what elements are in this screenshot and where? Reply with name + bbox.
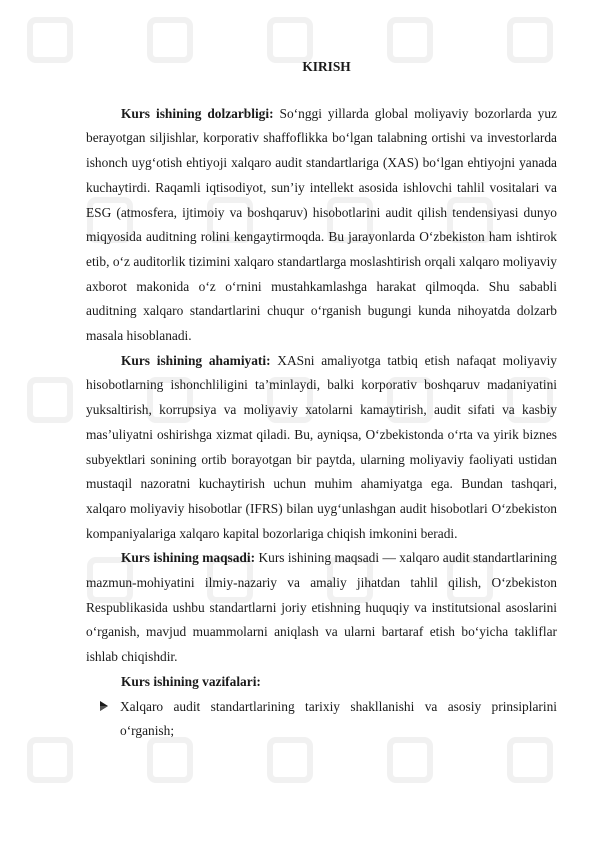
page-title: KIRISH	[302, 59, 351, 74]
list-item-text: Xalqaro audit standartlarining tarixiy shakllanishi va asosiy prinsiplarini o‘rganish;	[120, 698, 557, 739]
arrow-bullet-icon	[99, 695, 109, 720]
paragraph-text: XASni amaliyotga tatbiq etish nafaqat moliyaviy hisobotlarning ishonchliligini ta’minlaydi, balki korporativ boshqaruv madaniyatini yuksaltirish, korrupsiya va moliyaviy xatolarni kamaytirish, audit sifati va kasbiy mas’uliyatni oshirishga xizmat qiladi. Bu, ayniqsa, O‘zbekistonda o‘rta va yirik biznes subyektlari sonining ortib borayotgan bir paytda, ularning moliyaviy faoliyati ustidan mustaqil nazoratni kuchaytirish uchun muhim ahamiyatga ega. Bundan tashqari, xalqaro moliyaviy hisobotlar (IFRS) bilan uyg‘unlashgan audit hisobotlari O‘zbekiston kompaniyalariga xalqaro kapital bozorlariga chiqish imkonini beradi.	[86, 352, 557, 541]
paragraph-importance	[86, 349, 557, 547]
paragraph-text: So‘nggi yillarda global moliyaviy bozorlarda yuz berayotgan siljishlar, korporativ shaffoflikka bo‘lgan talabning ortishi va investorlarda ishonch uyg‘otish ehtiyoji xalqaro audit standartlariga (XAS) bo‘lgan ehtiyojni yanada kuchaytirdi. Raqamli iqtisodiyot, sun’iy intellekt asosida ishlovchi tahlil vositalari va ESG (atmosfera, ijtimoiy va boshqaruv) hisobotlarini audit qilish tendensiyasi dunyo miqyosida auditning rolini kengaytirmoqda. Bu jarayonlarda O‘zbekiston ham ishtirok etib, o‘z auditorlik tizimini xalqaro standartlarga moslashtirish orqali xalqaro moliyaviy axborot makonida o‘z o‘rnini mustahkamlashga harakat qilmoqda. Shu sababli auditning xalqaro standartlarini chuqur o‘rganish bugungi kunda nihoyatda dolzarb masala hisoblanadi.	[86, 105, 557, 344]
tasks-list	[86, 695, 557, 744]
document-page	[86, 55, 557, 744]
tasks-heading: Kurs ishining vazifalari:	[121, 673, 261, 689]
paragraph-lead: Kurs ishining ahamiyati:	[121, 352, 271, 368]
paragraph-lead: Kurs ishining maqsadi:	[121, 550, 256, 566]
paragraph-text: Kurs ishining maqsadi — xalqaro audit standartlarining mazmun-mohiyatini ilmiy-nazariy va amaliy jihatdan tahlil qilish, O‘zbekiston Respublikasida ushbu standartlarni joriy etishning huquqiy va institutsional asoslarini o‘rganish, mavjud muammolarni aniqlash va ularni bartaraf etish bo‘yicha takliflar ishlab chiqishdir.	[86, 550, 558, 665]
paragraph-goal	[86, 546, 557, 670]
paragraph-lead: Kurs ishining dolzarbligi:	[121, 105, 274, 121]
list-item	[86, 695, 557, 744]
paragraph-relevance	[86, 102, 557, 349]
